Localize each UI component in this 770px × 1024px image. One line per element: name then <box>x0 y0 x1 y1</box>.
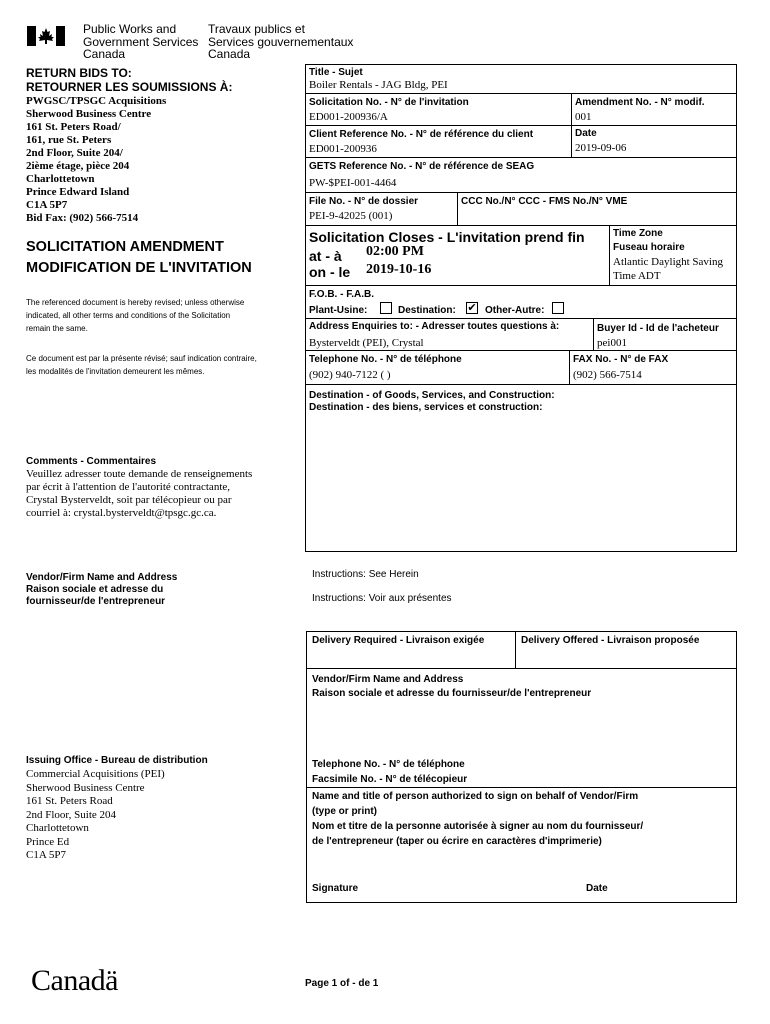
return-bids-heading <box>26 66 232 94</box>
vendor-label-line: Raison sociale et adresse du <box>26 584 164 595</box>
note-line: remain the same. <box>26 324 88 333</box>
department-name-en <box>83 23 198 61</box>
closes-on-value: 2019-10-16 <box>366 262 432 277</box>
amendment-title-fr: MODIFICATION DE L'INVITATION <box>26 260 252 276</box>
fob-label: F.O.B. - F.A.B. <box>309 289 374 300</box>
dept-en-line: Canada <box>83 47 126 61</box>
ccc-no-label: CCC No./N° CCC - FMS No./N° VME <box>461 196 628 207</box>
issuing-line: C1A 5P7 <box>26 849 67 861</box>
plant-usine-checkbox[interactable] <box>380 302 392 314</box>
file-no-label: File No. - N° de dossier <box>309 196 419 207</box>
comment-line: courriel à: crystal.bysterveldt@tpsgc.gc.ca. <box>26 507 217 519</box>
amendment-no-label: Amendment No. - N° modif. <box>575 97 705 108</box>
vendor-name-label-fr: Raison sociale et adresse du fournisseur/de l'entrepreneur <box>312 688 592 699</box>
address-enquiries-label: Address Enquiries to: - Adresser toutes questions à: <box>309 321 560 332</box>
client-ref-value: ED001-200936 <box>309 143 377 155</box>
instructions-fr: Instructions: Voir aux présentes <box>312 593 452 604</box>
authorized-signer-label-2: (type or print) <box>312 806 377 817</box>
file-no-value: PEI-9-42025 (001) <box>309 210 393 222</box>
comment-line: Crystal Bysterveldt, soit par télécopieur ou par <box>26 494 232 506</box>
vendor-name-label-en: Vendor/Firm Name and Address <box>312 674 464 685</box>
destination-goods-label-en: Destination - of Goods, Services, and Construction: <box>309 390 555 401</box>
amendment-note-fr <box>26 352 257 378</box>
authorized-signer-label-3: Nom et titre de la personne autorisée à signer au nom du fournisseur/ <box>312 821 644 832</box>
issuing-office-address <box>26 768 165 863</box>
delivery-offered-label: Delivery Offered - Livraison proposée <box>521 635 700 646</box>
other-autre-label: Other-Autre: <box>485 305 545 316</box>
vendor-firm-label-left <box>26 572 177 608</box>
comments-label: Comments - Commentaires <box>26 456 157 467</box>
comments-text <box>26 468 252 520</box>
canada-flag-icon <box>27 26 65 46</box>
solicitation-no-value: ED001-200936/A <box>309 111 388 123</box>
solicitation-no-label: Solicitation No. - N° de l'invitation <box>309 97 469 108</box>
plant-usine-label: Plant-Usine: <box>309 305 368 316</box>
issuing-line: Sherwood Business Centre <box>26 781 145 794</box>
vendor-label-line: fournisseur/de l'entrepreneur <box>26 596 166 607</box>
instructions-en: Instructions: See Herein <box>312 569 419 580</box>
issuing-line: Prince Ed <box>26 835 70 848</box>
vendor-facsimile-label: Facsimile No. - N° de télécopieur <box>312 774 468 785</box>
title-label: Title - Sujet <box>309 67 363 78</box>
amendment-title <box>26 237 252 279</box>
destination-label: Destination: <box>398 305 456 316</box>
department-name-fr <box>208 23 353 61</box>
time-zone-label-fr: Fuseau horaire <box>613 242 685 253</box>
closes-on-label: on - le <box>309 264 351 280</box>
issuing-office-label: Issuing Office - Bureau de distribution <box>26 755 208 766</box>
address-line: C1A 5P7 <box>26 199 68 211</box>
dept-fr-line: Travaux publics et <box>208 22 305 36</box>
dept-en-line: Government Services <box>83 34 199 49</box>
address-line: 161, rue St. Peters <box>26 134 112 146</box>
dept-fr-line: Canada <box>208 47 251 61</box>
bid-fax-line: Bid Fax: (902) 566-7514 <box>26 212 139 224</box>
time-zone-value-2: Time ADT <box>613 270 661 282</box>
gets-ref-label: GETS Reference No. - N° de référence de SEAG <box>309 161 535 172</box>
time-zone-value-1: Atlantic Daylight Saving <box>613 256 723 268</box>
signature-label: Signature <box>312 883 359 894</box>
amendment-no-value: 001 <box>575 111 592 123</box>
dept-en-line: Public Works and <box>83 22 177 36</box>
issuing-line: 161 St. Peters Road <box>26 795 113 807</box>
buyer-id-value: pei001 <box>597 337 627 349</box>
time-zone-label-en: Time Zone <box>613 228 663 239</box>
note-line: indicated, all other terms and conditions of the Solicitation <box>26 311 231 320</box>
date-label: Date <box>575 128 597 139</box>
fax-value: (902) 566-7514 <box>573 369 642 381</box>
amendment-title-en: SOLICITATION AMENDMENT <box>26 239 224 255</box>
other-autre-checkbox[interactable] <box>552 302 564 314</box>
address-line: Sherwood Business Centre <box>26 108 152 120</box>
issuing-line: Charlottetown <box>26 822 89 834</box>
canada-wordmark: Canadä <box>31 964 118 997</box>
address-line: 161 St. Peters Road/ <box>26 121 121 133</box>
comment-line: Veuillez adresser toute demande de renseignements <box>26 468 253 480</box>
destination-checkbox[interactable]: ✔ <box>467 302 477 314</box>
telephone-value: (902) 940-7122 ( ) <box>309 369 391 381</box>
solicitation-closes-label: Solicitation Closes - L'invitation prend fin <box>309 229 585 245</box>
destination-goods-label-fr: Destination - des biens, services et construction: <box>309 402 543 413</box>
authorized-signer-label-4: de l'entrepreneur (taper ou écrire en caractères d'imprimerie) <box>312 836 602 847</box>
issuing-line: Commercial Acquisitions (PEI) <box>26 768 165 780</box>
closes-at-label: at - à <box>309 248 342 264</box>
delivery-required-label: Delivery Required - Livraison exigée <box>312 635 485 646</box>
client-ref-label: Client Reference No. - N° de référence du client <box>309 129 534 140</box>
address-line: 2ième étage, pièce 204 <box>26 160 130 172</box>
signature-date-label: Date <box>586 883 608 894</box>
address-line: PWGSC/TPSGC Acquisitions <box>26 95 167 107</box>
title-value: Boiler Rentals - JAG Bldg, PEI <box>309 79 448 91</box>
gets-ref-value: PW-$PEI-001-4464 <box>309 177 397 189</box>
amendment-note-en <box>26 296 244 335</box>
dept-fr-line: Services gouvernementaux <box>208 34 354 49</box>
note-line: Ce document est par la présente révisé; sauf indication contraire, <box>26 354 257 363</box>
note-line: The referenced document is hereby revised; unless otherwise <box>26 298 245 307</box>
authorized-signer-label-1: Name and title of person authorized to sign on behalf of Vendor/Firm <box>312 791 639 802</box>
fax-label: FAX No. - N° de FAX <box>573 354 669 365</box>
note-line: les modalités de l'invitation demeurent les mêmes. <box>26 367 205 376</box>
address-enquiries-value: Bysterveldt (PEI), Crystal <box>309 337 424 349</box>
address-line: 2nd Floor, Suite 204/ <box>26 147 123 159</box>
address-line: Prince Edward Island <box>26 186 130 198</box>
return-bids-fr: RETOURNER LES SOUMISSIONS À: <box>26 80 233 94</box>
closes-at-value: 02:00 PM <box>366 244 424 259</box>
vendor-telephone-label: Telephone No. - N° de téléphone <box>312 759 465 770</box>
issuing-line: 2nd Floor, Suite 204 <box>26 808 117 821</box>
telephone-label: Telephone No. - N° de téléphone <box>309 354 462 365</box>
date-value: 2019-09-06 <box>575 142 627 154</box>
comment-line: par écrit à l'attention de l'autorité contractante, <box>26 481 231 493</box>
address-line: Charlottetown <box>26 173 95 185</box>
vendor-label-line: Vendor/Firm Name and Address <box>26 572 178 583</box>
buyer-id-label: Buyer Id - Id de l'acheteur <box>597 323 719 334</box>
return-bids-en: RETURN BIDS TO: <box>26 66 132 80</box>
page-number: Page 1 of - de 1 <box>305 978 379 989</box>
return-bids-address <box>26 95 166 225</box>
